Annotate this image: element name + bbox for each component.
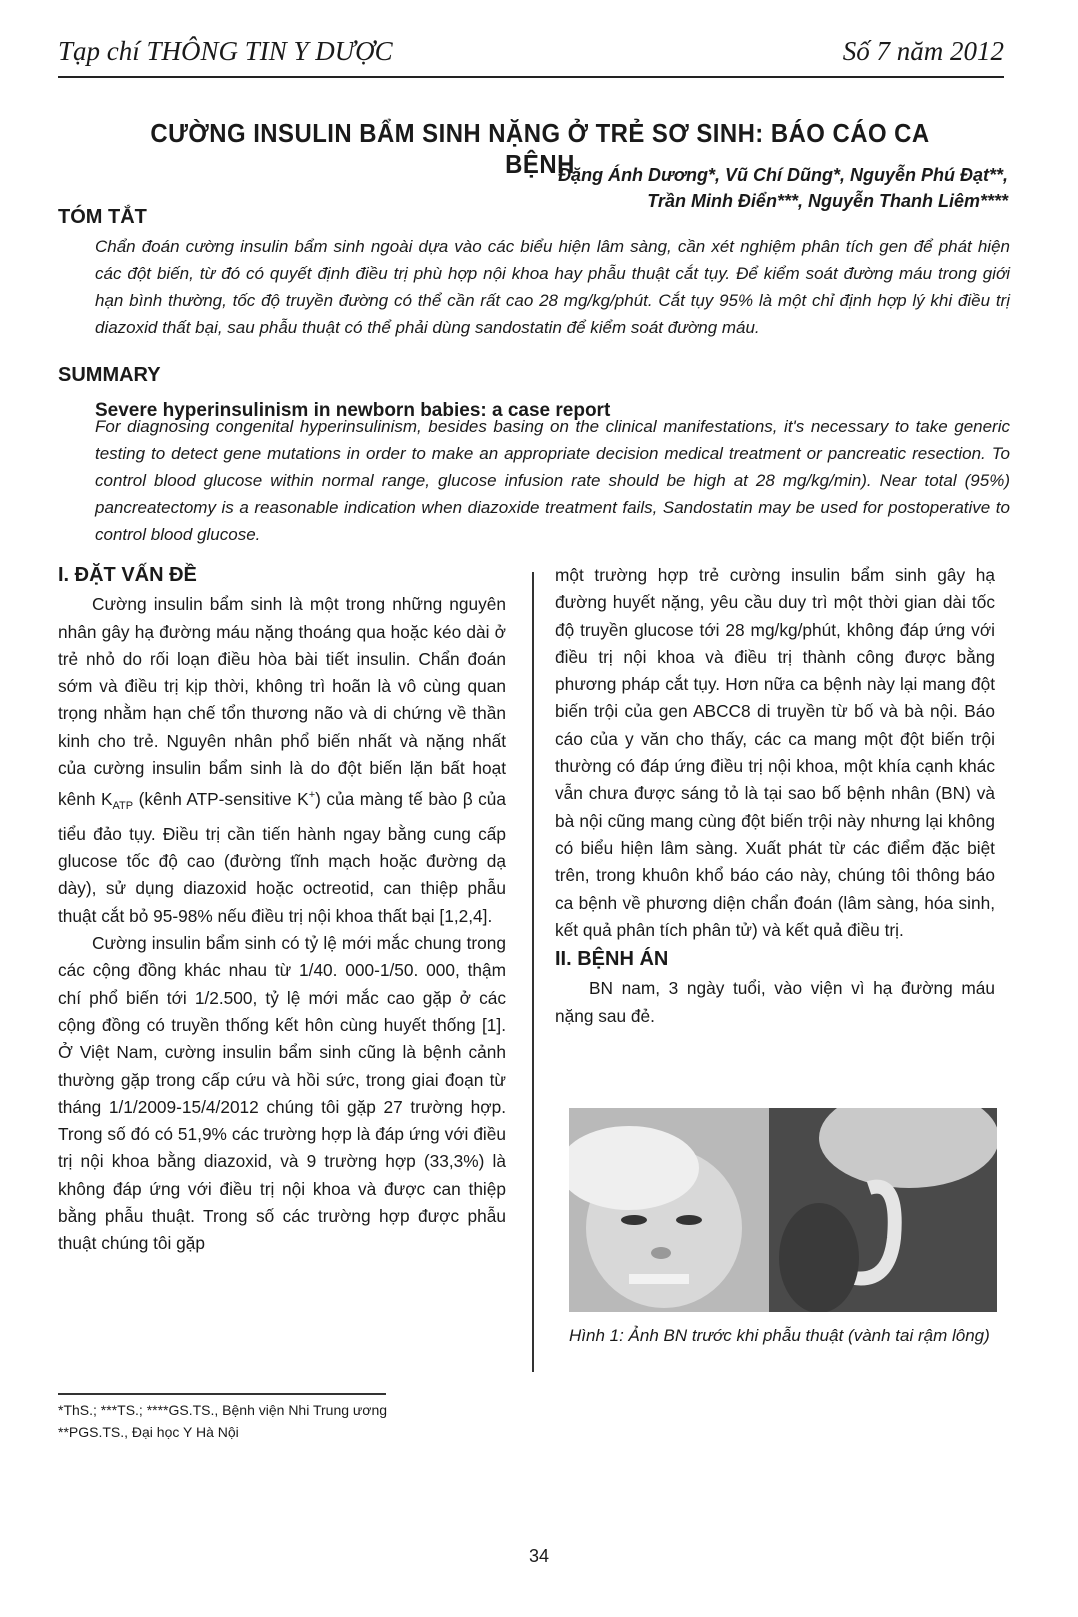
summary-title: Severe hyperinsulinism in newborn babies: a case report bbox=[95, 400, 611, 421]
footnote-2: **PGS.TS., Đại học Y Hà Nội bbox=[58, 1424, 239, 1440]
left-column bbox=[58, 562, 506, 1258]
summary-text: For diagnosing congenital hyperinsulinism, besides basing on the clinical manifestations, it's necessary to take generic testing to detect gene mutations in order to make an appropriate decision medical treatment or pancreatic resection. To control blood glucose within normal range, glucose infusion rate should be high at 28 mg/kg/min). Near total (95%) pancreatectomy is a reasonable indication when diazoxide treatment fails, Sandostatin may be used for postoperative to control blood glucose. bbox=[95, 417, 1010, 544]
running-header bbox=[58, 30, 1004, 78]
footnote-separator bbox=[58, 1393, 386, 1395]
section-1-paragraph-2: Cường insulin bẩm sinh có tỷ lệ mới mắc chung trong các cộng đồng khác nhau từ 1/40. 000-1/50. 000, thậm chí phổ biến tới 1/2.500, tỷ lệ mới mắc cao gặp ở các cộng đồng có truyền thống kết hôn cùng huyết thống [1]. Ở Việt Nam, cường insulin bẩm sinh cũng là bệnh cảnh thường gặp trong cấp cứu và hồi sức, trong giai đoạn từ tháng 1/1/2009-15/4/2012 chúng tôi gặp 27 trường hợp. Trong số đó có 51,9% các trường hợp là đáp ứng với điều trị nội khoa bằng diazoxid, và 9 trường hợp (33,3%) là không đáp ứng với điều trị nội khoa và được can thiệp bằng phẫu thuật. Trong số các trường hợp được phẫu thuật chúng tôi gặp bbox=[58, 933, 506, 1254]
section-1-heading: I. ĐẶT VẤN ĐỀ bbox=[58, 564, 197, 586]
article-title: CƯỜNG INSULIN BẨM SINH NẶNG Ở TRẺ SƠ SINH: BÁO CÁO CA BỆNH bbox=[150, 118, 930, 179]
author-list bbox=[558, 162, 1008, 214]
section-1-paragraph-1: Cường insulin bẩm sinh là một trong những nguyên nhân gây hạ đường máu nặng thoáng qua hoặc kéo dài ở trẻ nhỏ do rối loạn điều hòa bài tiết insulin. Chẩn đoán sớm và điều trị kịp thời, không trì hoãn là vô cùng quan trọng nhằm hạn chế tổn thương não và di chứng về thần kinh cho trẻ. Nguyên nhân phổ biến nhất và nặng nhất của cường insulin bẩm sinh là do đột biến lặn bất hoạt kênh $K_{ATP}$ (kênh ATP-sensitive K+) của màng tế bào β của tiểu đảo tụy. Điều trị cần tiến hành ngay bằng cung cấp glucose tốc độ cao (đường tĩnh mạch hoặc đường dạ dày), sử dụng diazoxid hoặc octreotid, can thiệp phẫu thuật cắt bỏ 95-98% nếu điều trị nội khoa thất bại [1,2,4]. bbox=[58, 594, 506, 926]
section-1-paragraph-3: một trường hợp trẻ cường insulin bẩm sinh gây hạ đường huyết nặng, yêu cầu duy trì một thời gian dài tốc độ truyền glucose tới 28 mg/kg/phút, không đáp ứng với điều trị nội khoa và điều trị thành công được bằng phương pháp cắt tụy. Hơn nữa ca bệnh này lại mang đột biến trội của gen ABCC8 di truyền từ bố và bà nội. Báo cáo của y văn cho thấy, các ca mang một đột biến trội thường có đáp ứng điều trị nội khoa, một khía cạnh khác vẫn chưa được sáng tỏ là tại sao bố bệnh nhân (BN) và bà nội cũng mang cùng đột biến trội này nhưng lại không có biểu hiện lâm sàng. Xuất phát từ các điểm đặc biệt trên, trong khuôn khổ báo cáo này, chúng tôi thông báo ca bệnh về phương diện chẩn đoán (lâm sàng, hóa sinh, kết quả phân tích phân tử) và kết quả điều trị. bbox=[555, 565, 995, 940]
abstract-vi-text: Chẩn đoán cường insulin bẩm sinh ngoài dựa vào các biểu hiện lâm sàng, cần xét nghiệm phân tích gen để phát hiện các đột biến, từ đó có quyết định điều trị phù hợp nội khoa hay phẫu thuật cắt tụy. Để kiểm soát đường máu trong giới hạn bình thường, tốc độ truyền đường có thể cần rất cao 28 mg/kg/phút. Cắt tụy 95% là một chỉ định hợp lý khi điều trị diazoxid thất bại, sau phẫu thuật có thể phải dùng sandostatin để kiểm soát đường máu. bbox=[95, 237, 1010, 337]
issue-label: Số 7 năm 2012 bbox=[842, 36, 1004, 66]
column-divider bbox=[532, 572, 534, 1372]
author-line-1: Đặng Ánh Dương*, Vũ Chí Dũng*, Nguyễn Phú Đạt**, bbox=[558, 165, 1008, 185]
page-number: 34 bbox=[528, 1546, 550, 1566]
summary-heading: SUMMARY bbox=[58, 364, 161, 386]
section-2-paragraph-1: BN nam, 3 ngày tuổi, vào viện vì hạ đường máu nặng sau đẻ. bbox=[555, 978, 995, 1026]
footnote-1: *ThS.; ***TS.; ****GS.TS., Bệnh viện Nhi Trung ương bbox=[58, 1402, 388, 1418]
patient-photo bbox=[569, 1108, 997, 1312]
patient-photo-image bbox=[569, 1108, 997, 1312]
abstract-vi-heading: TÓM TẮT bbox=[58, 206, 147, 228]
section-2-heading: II. BỆNH ÁN bbox=[555, 948, 669, 971]
author-line-2: Trần Minh Điển***, Nguyễn Thanh Liêm**** bbox=[647, 191, 1008, 211]
journal-name: Tạp chí THÔNG TIN Y DƯỢC bbox=[58, 36, 393, 66]
right-column bbox=[555, 562, 995, 1030]
figure-caption: Hình 1: Ảnh BN trước khi phẫu thuật (vành tai rậm lông) bbox=[569, 1326, 990, 1345]
